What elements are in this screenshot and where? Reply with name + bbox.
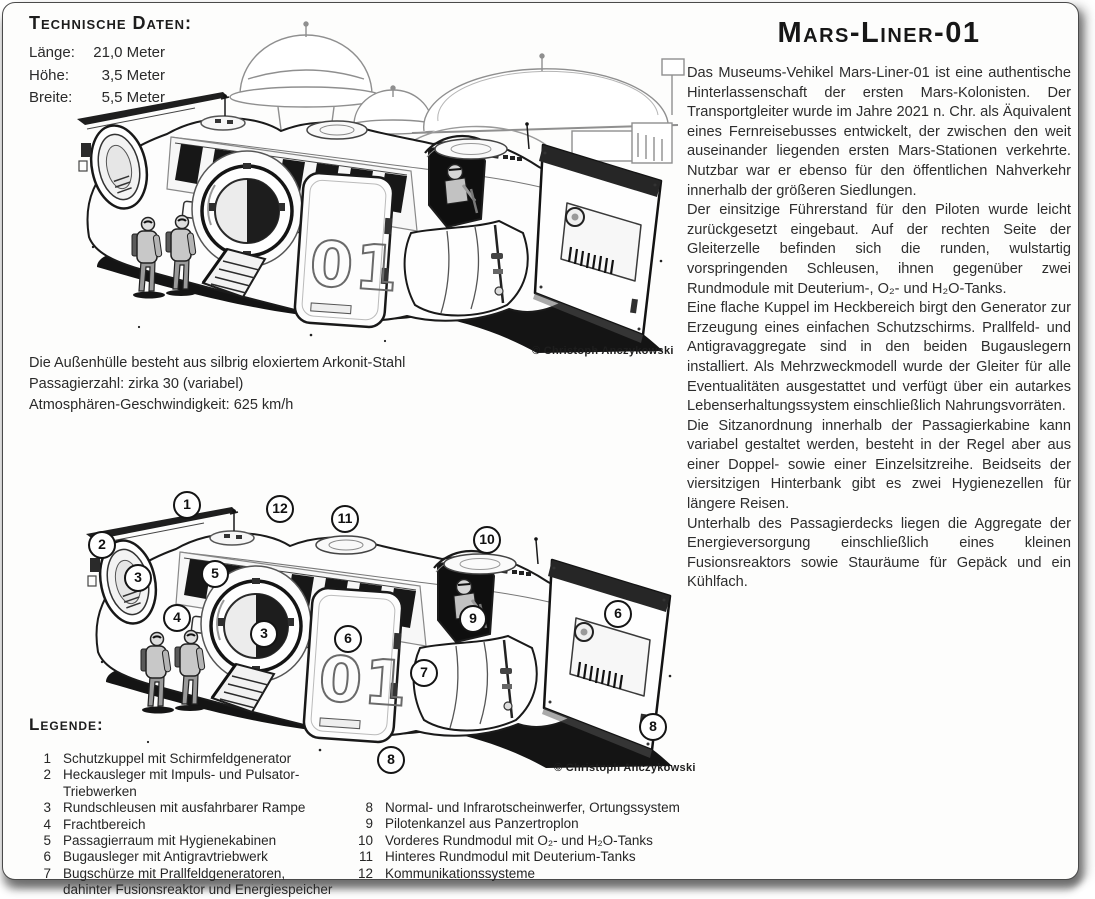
legend-item xyxy=(29,849,359,865)
legend-item-text: Vorderes Rundmodul mit O₂- und H₂O-Tanks xyxy=(385,832,653,848)
legend-item xyxy=(29,800,359,816)
legend-column-right xyxy=(351,800,691,882)
legend-item-number: 8 xyxy=(365,800,373,815)
legend-item-text: Bugschürze mit Prallfeldgeneratoren, xyxy=(63,865,286,881)
legend-item-text: Bugausleger mit Antigravtriebwerk xyxy=(63,849,268,865)
tech-value: 5,5 Meter xyxy=(101,89,165,106)
legend-item-text: Schutzkuppel mit Schirmfeldgenerator xyxy=(63,751,292,766)
callout-6: 6 xyxy=(604,600,632,628)
illustration-caption xyxy=(29,353,405,416)
tech-label: Breite: xyxy=(29,89,73,106)
legend-item xyxy=(29,866,359,882)
description-paragraph: Eine flache Kuppel im Heckbereich birgt den Generator zur Erzeugung eines einfachen Schutzschirms. Prallfeld- und Antigravaggregate sind in den beiden Bugauslegern installiert. Als Mehrzweckmodell wurde der Gleiter für alle Eventualitäten ausgestattet und verfügt über ein autarkes Lebenserhaltungssystem einschließlich Nahrungsvorräten. xyxy=(687,300,1071,415)
tech-value: 21,0 Meter xyxy=(93,44,165,61)
legend-item xyxy=(29,882,359,898)
illustration-bottom xyxy=(84,482,694,792)
legend-item-text: Pilotenkanzel aus Panzertroplon xyxy=(385,816,579,832)
callout-8: 8 xyxy=(377,746,405,774)
callout-12: 12 xyxy=(266,495,294,523)
callout-8: 8 xyxy=(639,713,667,741)
legend-item xyxy=(351,849,691,865)
legend-item-number: 12 xyxy=(357,865,373,881)
description-column xyxy=(687,17,1071,593)
caption-line: Die Außenhülle besteht aus silbrig eloxiertem Arkonit-Stahl xyxy=(29,355,406,371)
legend-item-number: 6 xyxy=(43,849,51,865)
legend-item xyxy=(351,866,691,882)
legend-heading: Legende: xyxy=(29,715,104,734)
tech-value: 3,5 Meter xyxy=(101,66,165,84)
legend-item-text: Normal- und Infrarotscheinwerfer, Ortungssystem xyxy=(385,800,680,815)
legend-item xyxy=(351,816,691,832)
legend-item xyxy=(351,800,691,816)
legend-item-number: 2 xyxy=(43,767,51,783)
tech-label: Höhe: xyxy=(29,66,70,84)
illustration-top-drawing xyxy=(72,15,687,360)
legend-item-text: Passagierraum mit Hygienekabinen xyxy=(63,833,277,849)
legend-item-number: 11 xyxy=(358,849,373,865)
callout-6: 6 xyxy=(334,625,362,653)
legend-item-number: 4 xyxy=(43,816,51,832)
description-paragraph: Das Museums-Vehikel Mars-Liner-01 ist eine authentische Hinterlassenschaft der ersten Mars-Kolonisten. Der Transportgleiter wurde im Jahre 2021 n. Chr. als Äquivalent eines Fernreisebusses entwickelt, der zwischen den weit auseinander liegenden ersten Mars-Stationen verkehrte. Nutzbar war er ebenso für den öffentlichen Nahverkehr innerhalb der größeren Siedlungen. xyxy=(687,65,1071,199)
legend-item-text: dahinter Fusionsreaktor und Energiespeicher xyxy=(63,882,333,898)
tech-label: Länge: xyxy=(29,44,75,61)
legend-item xyxy=(29,751,359,767)
legend-item-text: Heckausleger mit Impuls- und Pulsator-Triebwerken xyxy=(63,767,300,799)
document-page xyxy=(2,2,1079,898)
caption-line: Atmosphären-Geschwindigkeit: 625 km/h xyxy=(29,397,294,413)
legend-item-text: Frachtbereich xyxy=(63,816,146,832)
legend-item-text: Hinteres Rundmodul mit Deuterium-Tanks xyxy=(385,849,636,865)
page-title: Mars-Liner-01 xyxy=(777,17,981,49)
callout-3: 3 xyxy=(124,564,152,592)
tech-data-heading: Technische Daten: xyxy=(29,13,192,33)
legend-column-left xyxy=(29,751,359,899)
callout-3: 3 xyxy=(250,620,278,648)
callout-4: 4 xyxy=(163,604,191,632)
caption-line: Passagierzahl: zirka 30 (variabel) xyxy=(29,376,244,392)
legend-item-text: Rundschleusen mit ausfahrbarer Rampe xyxy=(63,800,306,816)
callout-1: 1 xyxy=(173,491,201,519)
legend-item-number: 3 xyxy=(43,800,51,816)
callout-2: 2 xyxy=(88,531,116,559)
legend-item-number xyxy=(29,882,51,898)
callout-layer xyxy=(84,482,694,792)
description-body xyxy=(687,64,1071,593)
description-paragraph: Die Sitzanordnung innerhalb der Passagierkabine kann variabel gestaltet werden, besteht in der Regel aber aus einer Doppel- sowie einer Einzelsitzreihe. Beidseits der viersitzigen Hinterbank gibt es zwei Hygienezellen für längere Reisen. xyxy=(687,417,1071,513)
legend-item xyxy=(29,767,359,800)
legend-item-number: 7 xyxy=(43,865,51,881)
legend-item xyxy=(351,833,691,849)
description-paragraph: Unterhalb des Passagierdecks liegen die Aggregate der Energieversorgung einschließlich eines kleinen Fusionsreaktors sowie Stauräume für Gepäck und ein Kühlfach. xyxy=(687,515,1071,591)
callout-7: 7 xyxy=(410,659,438,687)
callout-10: 10 xyxy=(473,526,501,554)
legend-item-number: 10 xyxy=(357,832,373,848)
legend-item-number: 1 xyxy=(43,751,51,766)
legend-item-number: 9 xyxy=(365,816,373,832)
callout-9: 9 xyxy=(459,605,487,633)
legend-item xyxy=(29,833,359,849)
illustration-top xyxy=(72,15,687,360)
callout-11: 11 xyxy=(331,505,359,533)
description-paragraph: Der einsitzige Führerstand für den Piloten wurde leicht zurückgesetzt eingebaut. Auf der rechten Seite der Gleiterzelle befinden sich die runden, wulstartig vorspringenden Schleusen, ihnen gegenüber zwei Rundmodule mit Deuterium-, O₂- und H₂O-Tanks. xyxy=(687,202,1071,297)
callout-5: 5 xyxy=(201,560,229,588)
artist-credit: © Christoph Anczykowski xyxy=(554,762,696,774)
legend-item xyxy=(29,817,359,833)
artist-credit: © Christoph Anczykowski xyxy=(532,345,674,357)
legend-item-number: 5 xyxy=(43,833,51,849)
legend-item-text: Kommunikationssysteme xyxy=(385,865,536,881)
